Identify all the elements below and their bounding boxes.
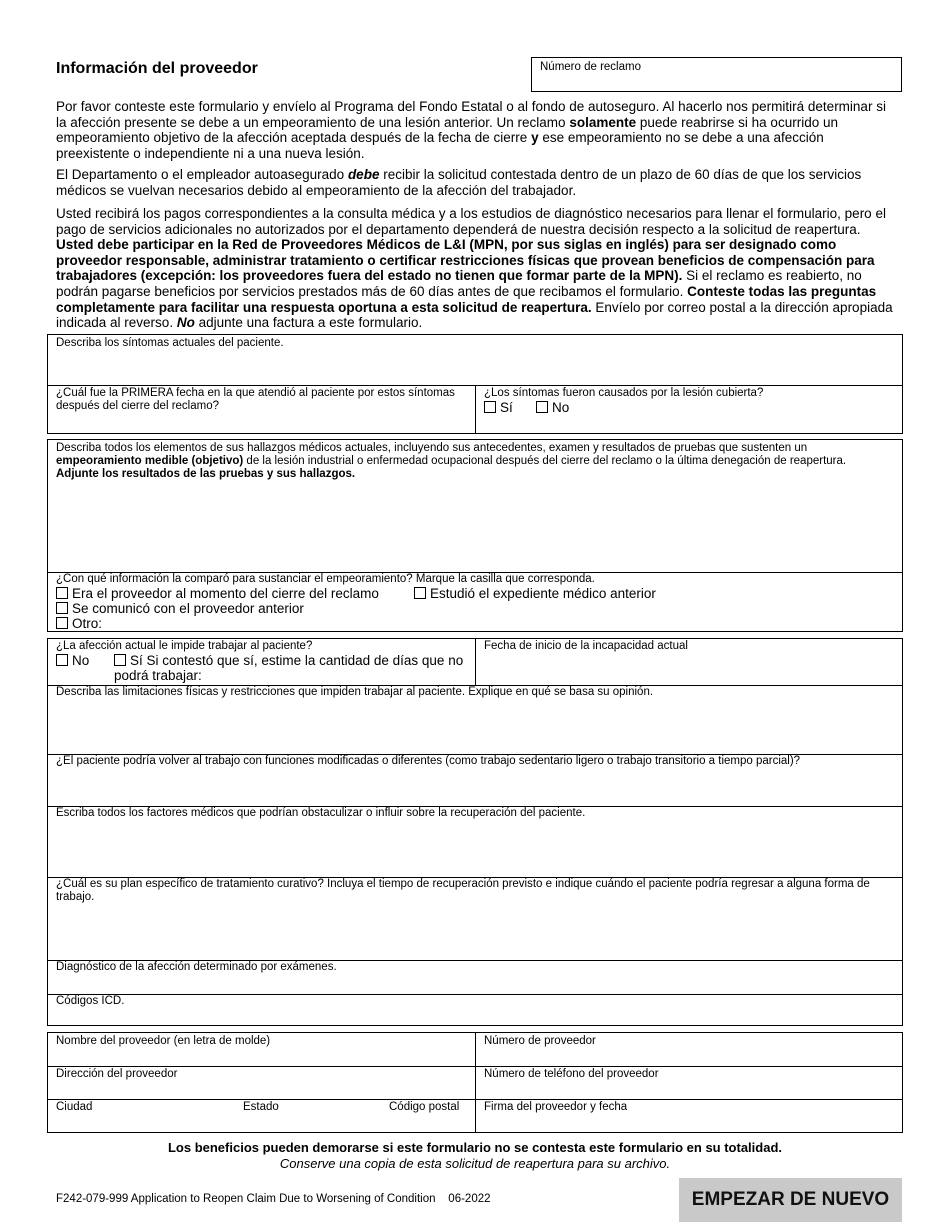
limitations-field[interactable]: Describa las limitaciones físicas y restricciones que impiden trabajar al paciente. Explique en qué se basa su opinión. [56,686,654,698]
studied-record-checkbox[interactable] [414,587,426,599]
return-to-work-field[interactable]: ¿El paciente podría volver al trabajo con funciones modificadas o diferentes (como trabajo sedentario ligero o trabajo transitorio a tiempo parcial)? [56,755,801,767]
findings-section [47,439,903,632]
option-was-provider[interactable]: Era el proveedor al momento del cierre del reclamo [56,586,379,601]
icd-codes-field[interactable]: Códigos ICD. [56,995,125,1007]
provider-section [47,1032,903,1133]
was-provider-checkbox[interactable] [56,587,68,599]
provider-phone-field[interactable]: Número de teléfono del proveedor [484,1068,659,1080]
first-date-field[interactable]: ¿Cuál fue la PRIMERA fecha en la que atendió al paciente por estos síntomas después del cierre del reclamo? [56,387,455,413]
prevent-work-label: ¿La afección actual le impide trabajar al paciente? [56,640,313,652]
option-contacted-provider[interactable]: Se comunicó con el proveedor anterior [56,601,304,616]
compare-info-label: ¿Con qué información la comparó para sustanciar el empeoramiento? Marque la casilla que corresponda. [56,573,595,585]
state-field[interactable]: Estado [243,1101,279,1113]
prevent-no-option[interactable]: No [56,653,89,668]
option-other[interactable]: Otro: [56,616,102,631]
provider-number-field[interactable]: Número de proveedor [484,1035,596,1047]
incomplete-warning: Los beneficios pueden demorarse si este formulario no se contesta este formulario en su totalidad. [167,1140,783,1155]
prevent-yes-option[interactable]: Sí Si contestó que sí, estime la cantidad de días que no podrá trabajar: [114,653,464,683]
caused-yes-option[interactable]: Sí [484,400,513,415]
option-studied-record[interactable]: Estudió el expediente médico anterior [414,586,656,601]
claim-number-label: Número de reclamo [540,61,641,73]
medical-factors-field[interactable]: Escriba todos los factores médicos que podrían obstaculizar o influir sobre la recuperación del paciente. [56,807,586,819]
zip-code-field[interactable]: Código postal [389,1101,460,1113]
provider-name-field[interactable]: Nombre del proveedor (en letra de molde) [56,1035,271,1047]
diagnosis-field[interactable]: Diagnóstico de la afección determinado por exámenes. [56,961,337,973]
form-identifier: F242-079-999 Application to Reopen Claim Due to Worsening of Condition 06-2022 [56,1193,491,1205]
caused-no-checkbox[interactable] [536,401,548,413]
work-status-section [47,638,903,1026]
provider-address-field[interactable]: Dirección del proveedor [56,1068,178,1080]
prevent-yes-checkbox[interactable] [114,654,126,666]
disability-start-date-field[interactable]: Fecha de inicio de la incapacidad actual [484,640,688,652]
caused-no-option[interactable]: No [536,400,569,415]
treatment-plan-field[interactable]: ¿Cuál es su plan específico de tratamiento curativo? Incluya el tiempo de recuperación previsto e indique cuándo el paciente podría regresar a alguna forma de trabajo. [56,878,870,904]
claim-number-field[interactable] [531,57,902,92]
city-field[interactable]: Ciudad [56,1101,93,1113]
start-over-button[interactable]: EMPEZAR DE NUEVO [679,1178,902,1222]
prevent-no-checkbox[interactable] [56,654,68,666]
medical-findings-field[interactable]: Describa todos los elementos de sus hallazgos médicos actuales, incluyendo sus antecedentes, examen y resultados de pruebas que sustenten un empeoramiento medible (objetivo) de la lesión industrial o enfermedad ocupacional después del cierre del reclamo o la última denegación de reapertura. Adjunte los resultados de las pruebas y sus hallazgos. [56,442,847,481]
intro-paragraph-2: El Departamento o el empleador autoasegurado debe recibir la solicitud contestada dentro de un plazo de 60 días de que los servicios médicos se vuelvan necesarios debido al empeoramiento de la afección del trabajador. [56,167,862,198]
other-checkbox[interactable] [56,617,68,629]
keep-copy-note: Conserve una copia de esta solicitud de reapertura para su archivo. [279,1156,671,1171]
intro-paragraph-1: Por favor conteste este formulario y envíelo al Programa del Fondo Estatal o al fondo de autoseguro. Al hacerlo nos permitirá determinar si la afección presente se debe a un empeoramiento de una lesión anterior. Un reclamo solamente puede reabrirse si ha ocurrido un empeoramiento objetivo de la afección aceptada después de la fecha de cierre y ese empeoramiento no se debe a una afección preexistente o independiente ni a una nueva lesión. [56,99,886,161]
caused-by-injury-label: ¿Los síntomas fueron causados por la lesión cubierta? [484,387,764,399]
symptoms-section [47,334,903,434]
intro-paragraph-3: Usted recibirá los pagos correspondientes a la consulta médica y a los estudios de diagnóstico necesarios para llenar el formulario, pero el pago de servicios adicionales no autorizados por el departamento dependerá de nuestra decisión respecto a la solicitud de reapertura. Usted debe participar en la Red de Proveedores Médicos de L&I (MPN, por sus siglas en inglés) para ser designado como proveedor responsable, administrar tratamiento o certificar restricciones físicas que provean beneficios de compensación para trabajadores (excepción: los proveedores fuera del estado no tienen que formar parte de la MPN). Si el reclamo es reabierto, no podrán pagarse beneficios por servicios prestados más de 60 días antes de que recibamos el formulario. Conteste todas las preguntas completamente para facilitar una respuesta oportuna a esta solicitud de reapertura. Envíelo por correo postal a la dirección apropiada indicada al reverso. No adjunte una factura a este formulario. [56,206,893,331]
current-symptoms-field[interactable]: Describa los síntomas actuales del paciente. [56,337,284,349]
signature-date-field[interactable]: Firma del proveedor y fecha [484,1101,628,1113]
caused-yes-checkbox[interactable] [484,401,496,413]
page-title: Información del proveedor [56,60,258,77]
contacted-provider-checkbox[interactable] [56,602,68,614]
